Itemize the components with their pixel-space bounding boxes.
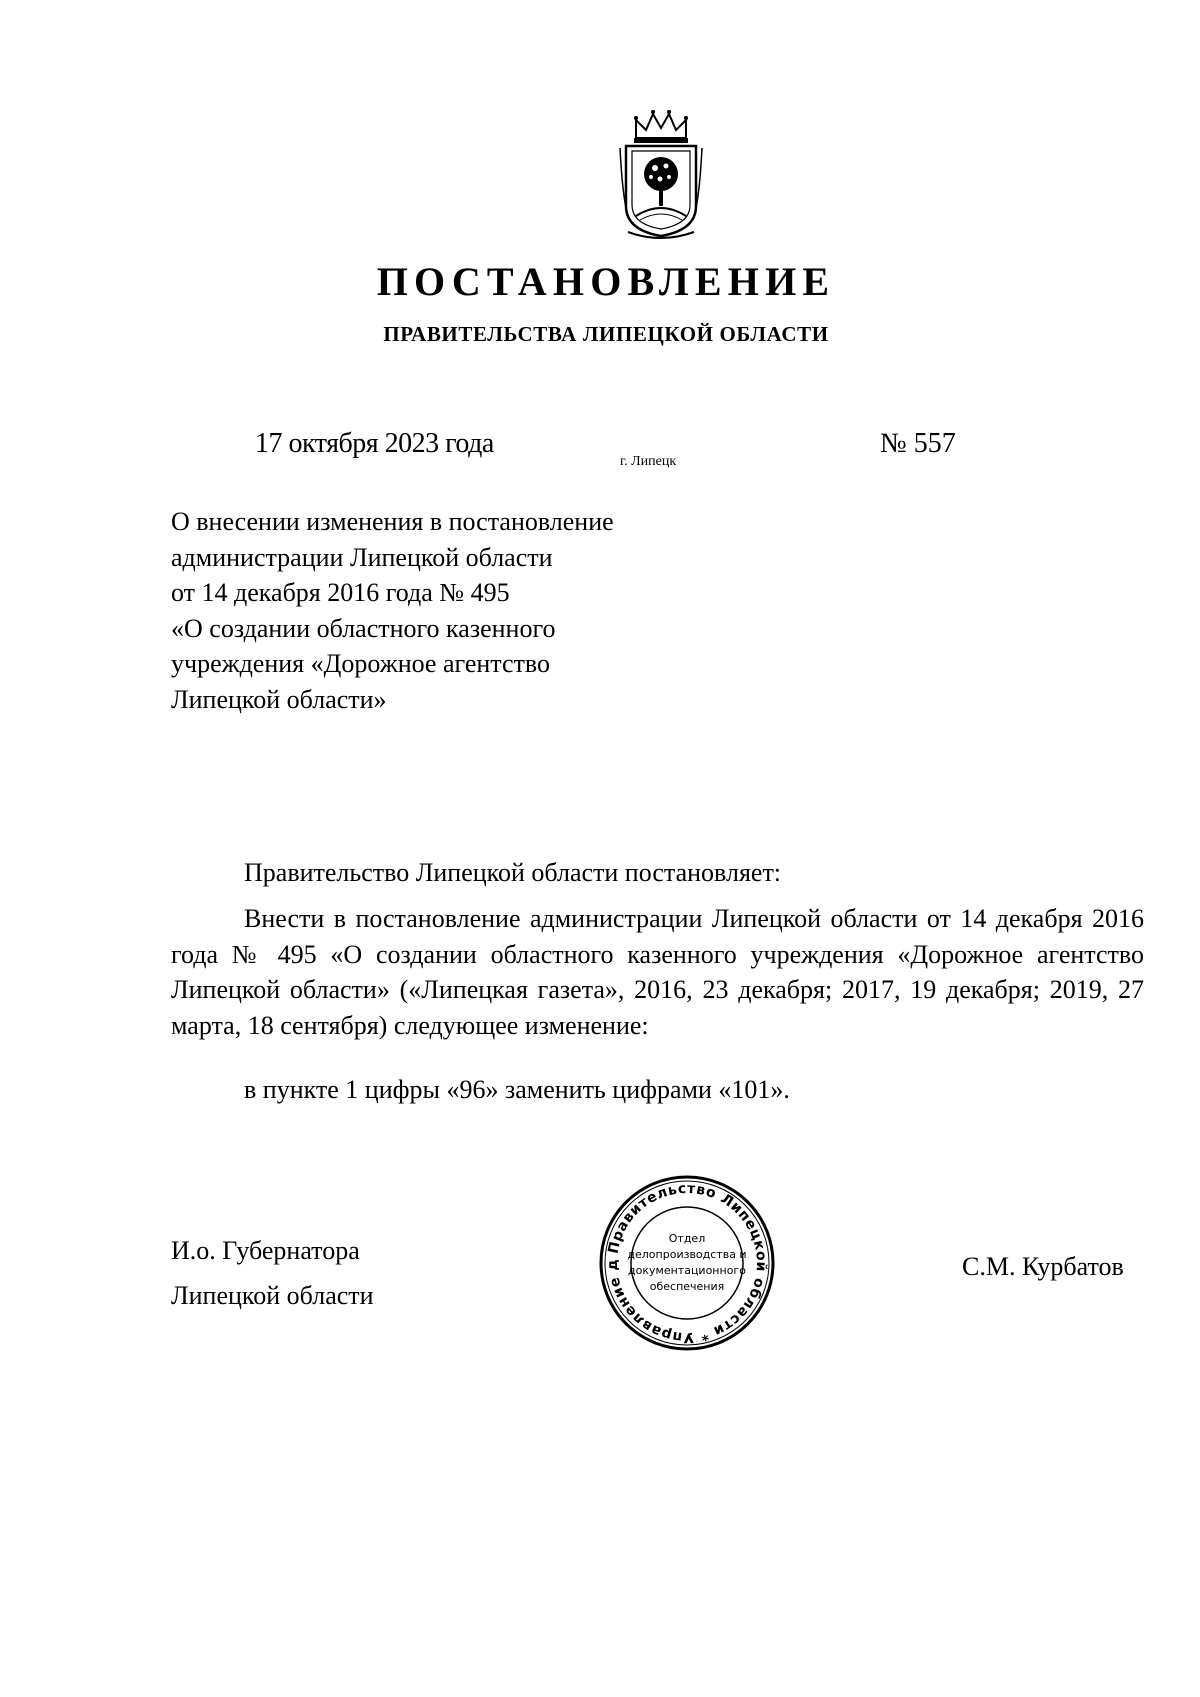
- title-line: Липецкой области»: [171, 684, 387, 714]
- issuer-heading: ПРАВИТЕЛЬСТВА ЛИПЕЦКОЙ ОБЛАСТИ: [383, 322, 829, 346]
- title-line: учреждения «Дорожное агентство: [171, 649, 550, 678]
- seal-inner-line: документационного: [628, 1264, 746, 1277]
- title-line: от 14 декабря 2016 года № 495: [171, 578, 510, 607]
- document-number: № 557: [880, 428, 956, 459]
- document-date: 17 октября 2023 года: [255, 428, 494, 459]
- title-line: О внесении изменения в постановление: [171, 507, 614, 536]
- seal-outer-text: Правительство Липецкой области * Управление д: [604, 1180, 770, 1346]
- document-title: [171, 504, 731, 717]
- signer-position-line: И.о. Губернатора: [171, 1236, 360, 1265]
- seal-inner-line: Отдел: [668, 1232, 706, 1245]
- document-type-heading: ПОСТАНОВЛЕНИЕ: [376, 259, 836, 304]
- title-line: администрации Липецкой области: [171, 542, 553, 572]
- amendment-paragraph: в пункте 1 цифры «96» заменить цифрами «101».: [244, 1075, 790, 1104]
- signer-name: С.М. Курбатов: [962, 1252, 1124, 1281]
- lipetsk-coat-of-arms-icon: [618, 108, 704, 242]
- official-seal: [598, 1174, 776, 1352]
- preamble-paragraph: Правительство Липецкой области постановляет:: [244, 858, 782, 887]
- seal-inner-line: делопроизводства и: [627, 1248, 747, 1261]
- signer-position: [171, 1228, 374, 1318]
- seal-inner-line: обеспечения: [649, 1280, 725, 1293]
- main-paragraph: Внести в постановление администрации Липецкой области от 14 декабря 2016 года № 495 «О создании областного казенного учреждения «Дорожное агентство Липецкой области» («Липецкая газета», 2016, 23 декабря; 2017, 19 декабря; 2019, 27 марта, 18 сентября) следующее изменение:: [171, 904, 1144, 1040]
- document-city: г. Липецк: [620, 454, 677, 469]
- title-line: «О создании областного казенного: [171, 613, 556, 643]
- signer-position-line: Липецкой области: [171, 1281, 374, 1310]
